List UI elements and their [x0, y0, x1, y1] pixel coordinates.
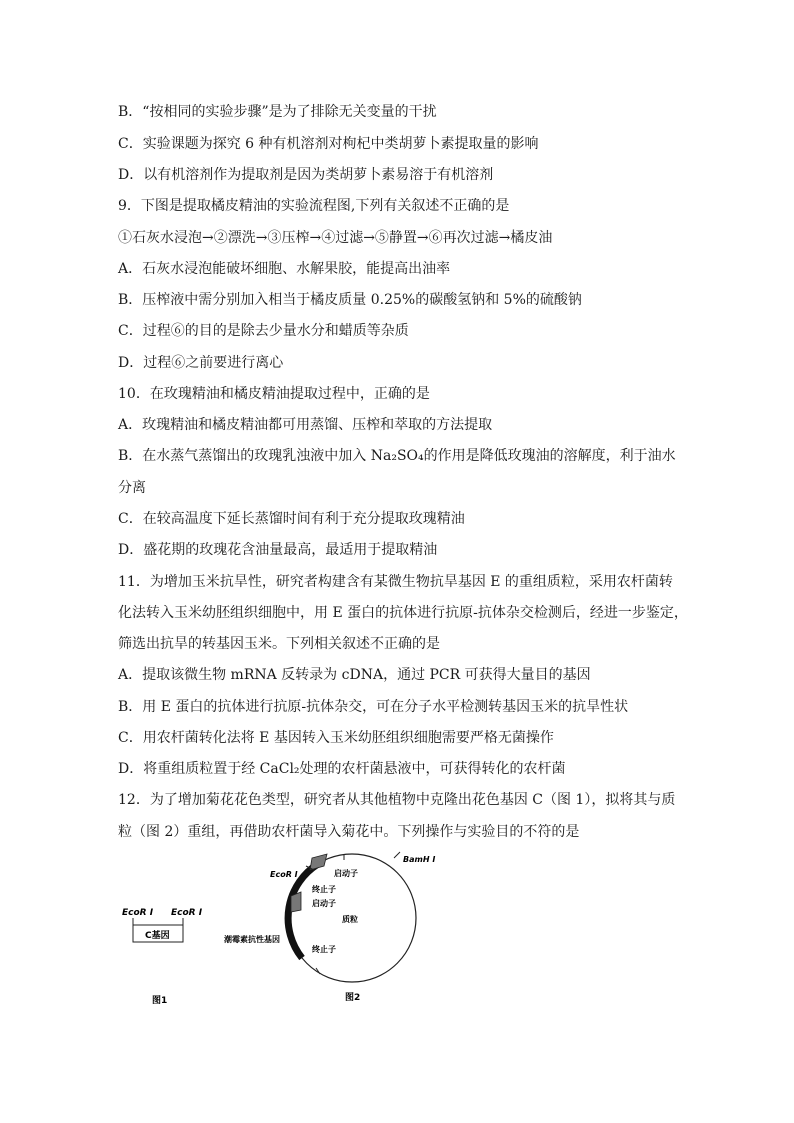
fig2-bamh1: BamH Ⅰ	[403, 855, 436, 864]
figure-2	[223, 852, 435, 1003]
option-8b: B．“按相同的实验步骤”是为了排除无关变量的干扰	[118, 104, 437, 120]
figure-1	[122, 908, 203, 1006]
question-11-stem-3: 筛选出抗旱的转基因玉米。下列相关叙述不正确的是	[118, 636, 440, 652]
option-9b: B．压榨液中需分别加入相当于橘皮质量 0.25%的碳酸氢钠和 5%的硫酸钠	[118, 292, 582, 308]
option-11a: A．提取该微生物 mRNA 反转录为 cDNA，通过 PCR 可获得大量目的基因	[118, 667, 591, 683]
option-10b: B．在水蒸气蒸馏出的玫瑰乳浊液中加入 Na₂SO₄的作用是降低玫瑰油的溶解度，利于油水	[118, 448, 676, 464]
fig1-ecor1-right: EcoR Ⅰ	[171, 908, 203, 918]
option-11d: D．将重组质粒置于经 CaCl₂处理的农杆菌悬液中，可获得转化的农杆菌	[118, 761, 566, 777]
option-10b-cont: 分离	[118, 480, 146, 496]
option-8d: D．以有机溶剂作为提取剂是因为类胡萝卜素易溶于有机溶剂	[118, 167, 494, 183]
fig2-resistance-gene: 潮霉素抗性基因	[224, 935, 280, 944]
fig2-promoter-2: 启动子	[312, 899, 336, 908]
question-10-stem: 10．在玫瑰精油和橘皮精油提取过程中，正确的是	[118, 386, 430, 402]
option-9a: A．石灰水浸泡能破坏细胞、水解果胶，能提高出油率	[118, 261, 451, 277]
question-9-flow: ①石灰水浸泡→②漂洗→③压榨→④过滤→⑤静置→⑥再次过滤→橘皮油	[118, 230, 553, 246]
option-10a: A．玫瑰精油和橘皮精油都可用蒸馏、压榨和萃取的方法提取	[118, 417, 493, 433]
question-9-stem: 9．下图是提取橘皮精油的实验流程图,下列有关叙述不正确的是	[118, 198, 510, 214]
promoter-arrow-2	[291, 892, 301, 912]
option-11b: B．用 E 蛋白的抗体进行抗原-抗体杂交，可在分子水平检测转基因玉米的抗旱性状	[118, 699, 629, 715]
option-10d: D．盛花期的玫瑰花含油量最高，最适用于提取精油	[118, 542, 438, 558]
option-9c: C．过程⑥的目的是除去少量水分和蜡质等杂质	[118, 323, 409, 339]
question-12-stem-2: 粒（图 2）重组，再借助农杆菌导入菊花中。下列操作与实验目的不符的是	[118, 824, 580, 840]
question-12-stem-1: 12．为了增加菊花花色类型，研究者从其他植物中克隆出花色基因 C（图 1），拟将其与质	[118, 792, 676, 808]
fig2-caption: 图2	[345, 993, 361, 1003]
fig2-ecor1: EcoR Ⅰ	[270, 870, 298, 879]
fig1-ecor1-left: EcoR Ⅰ	[122, 908, 154, 918]
fig2-terminator-1: 终止子	[312, 885, 336, 894]
fig2-plasmid: 质粒	[342, 915, 358, 924]
fig1-caption: 图1	[152, 996, 168, 1006]
question-11-stem-1: 11．为增加玉米抗旱性，研究者构建含有某微生物抗旱基因 E 的重组质粒，采用农杆菌转	[118, 574, 673, 590]
option-8c: C．实验课题为探究 6 种有机溶剂对枸杞中类胡萝卜素提取量的影响	[118, 136, 539, 152]
figures	[0, 840, 794, 1040]
fig2-terminator-2: 终止子	[312, 945, 336, 954]
question-11-stem-2: 化法转入玉米幼胚组织细胞中，用 E 蛋白的抗体进行抗原-抗体杂交检测后，经进一步鉴定，	[118, 605, 688, 621]
option-9d: D．过程⑥之前要进行离心	[118, 355, 284, 371]
option-11c: C．用农杆菌转化法将 E 基因转入玉米幼胚组织细胞需要严格无菌操作	[118, 730, 554, 746]
promoter-arrow-1	[310, 854, 327, 870]
option-10c: C．在较高温度下延长蒸馏时间有利于充分提取玫瑰精油	[118, 511, 465, 527]
fig2-promoter-1: 启动子	[334, 869, 358, 878]
fig1-gene-label: C基因	[145, 931, 170, 941]
